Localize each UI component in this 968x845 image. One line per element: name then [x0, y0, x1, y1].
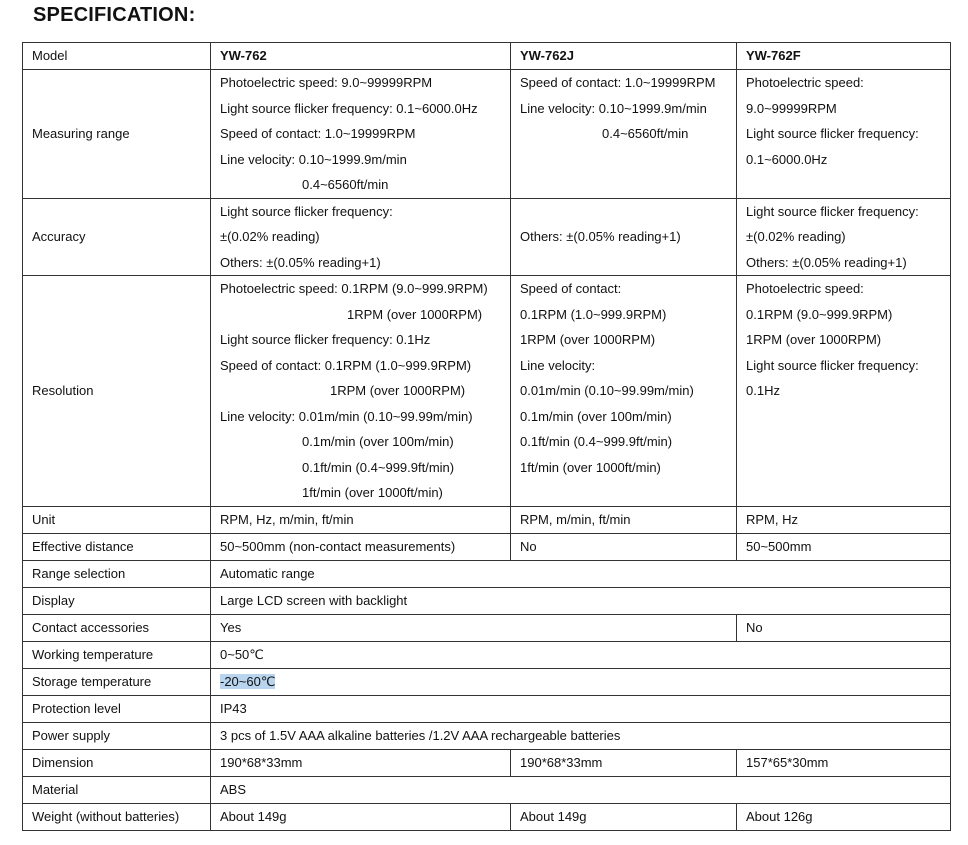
accuracy-yw762f: [737, 198, 951, 276]
cell-line: Photoelectric speed: 9.0~99999RPM: [220, 75, 433, 90]
storage-temperature-row: [23, 668, 951, 695]
cell-line: Others: ±(0.05% reading+1): [520, 229, 681, 244]
resolution-row: [23, 276, 951, 507]
measuring-range-yw762j: [511, 70, 737, 199]
cell-line: 0.01m/min (0.10~99.99m/min): [520, 383, 694, 398]
cell-line: Photoelectric speed:: [746, 281, 864, 296]
cell-line: 1RPM (over 1000RPM): [746, 332, 882, 347]
dimension-row: [23, 749, 951, 776]
protection-level-row: [23, 695, 951, 722]
accuracy-yw762: [211, 198, 511, 276]
effective-distance-yw762j: No: [511, 533, 737, 560]
range-selection-label: Range selection: [23, 560, 211, 587]
cell-line: Others: ±(0.05% reading+1): [746, 254, 907, 270]
resolution-yw762f: [737, 276, 951, 507]
cell-line: Light source flicker frequency: 0.1Hz: [220, 332, 431, 347]
unit-row: [23, 506, 951, 533]
cell-line: Line velocity: 0.01m/min (0.10~99.99m/min): [220, 408, 473, 424]
cell-line: Line velocity: 0.10~1999.9m/min: [520, 100, 707, 116]
cell-line: Light source flicker frequency:: [746, 203, 919, 219]
contact-accessories-yw762f: No: [737, 614, 951, 641]
accuracy-yw762j: [511, 198, 737, 276]
unit-yw762f: RPM, Hz: [737, 506, 951, 533]
cell-line: Others: ±(0.05% reading+1): [220, 254, 381, 270]
cell-line: 1RPM (over 1000RPM): [330, 383, 466, 398]
accuracy-row: [23, 198, 951, 276]
cell-line: 0.1RPM (9.0~999.9RPM): [746, 306, 893, 322]
cell-line: Light source flicker frequency:: [746, 126, 919, 141]
weight-yw762j: About 149g: [511, 803, 737, 830]
cell-line: Speed of contact:: [520, 281, 622, 296]
storage-temperature-label: Storage temperature: [23, 668, 211, 695]
display-value: Large LCD screen with backlight: [211, 587, 951, 614]
dimension-yw762: 190*68*33mm: [211, 749, 511, 776]
cell-line: 0.1Hz: [746, 383, 780, 398]
model-yw762j: YW-762J: [511, 43, 737, 70]
protection-level-value: IP43: [211, 695, 951, 722]
storage-temperature-cell: [211, 668, 951, 695]
measuring-range-yw762: [211, 70, 511, 199]
weight-yw762: About 149g: [211, 803, 511, 830]
range-selection-row: [23, 560, 951, 587]
cell-line: Light source flicker frequency:: [220, 203, 393, 219]
range-selection-value: Automatic range: [211, 560, 951, 587]
cell-line: Line velocity:: [520, 357, 596, 373]
working-temperature-row: [23, 641, 951, 668]
cell-line: 9.0~99999RPM: [746, 100, 837, 116]
power-supply-value: 3 pcs of 1.5V AAA alkaline batteries /1.2V AAA rechargeable batteries: [211, 722, 951, 749]
power-supply-label: Power supply: [23, 722, 211, 749]
cell-line: Speed of contact: 0.1RPM (1.0~999.9RPM): [220, 357, 472, 373]
model-yw762f: YW-762F: [737, 43, 951, 70]
dimension-yw762f: 157*65*30mm: [737, 749, 951, 776]
cell-line: 1RPM (over 1000RPM): [347, 306, 483, 322]
cell-line: 0.1ft/min (0.4~999.9ft/min): [302, 459, 455, 475]
cell-line: Speed of contact: 1.0~19999RPM: [220, 126, 416, 141]
model-label: Model: [23, 43, 211, 70]
cell-line: Photoelectric speed: 0.1RPM (9.0~999.9RPM): [220, 281, 488, 296]
effective-distance-yw762f: 50~500mm: [737, 533, 951, 560]
page-title: SPECIFICATION:: [33, 4, 196, 26]
cell-line: Light source flicker frequency:: [746, 357, 919, 373]
contact-accessories-yw762-yw762j: Yes: [211, 614, 737, 641]
unit-label: Unit: [23, 506, 211, 533]
cell-line: Photoelectric speed:: [746, 75, 864, 90]
effective-distance-yw762: 50~500mm (non-contact measurements): [211, 533, 511, 560]
cell-line: Line velocity: 0.10~1999.9m/min: [220, 151, 407, 167]
cell-line: Speed of contact: 1.0~19999RPM: [520, 75, 716, 90]
cell-line: 1ft/min (over 1000ft/min): [302, 485, 443, 500]
cell-line: 0.1RPM (1.0~999.9RPM): [520, 306, 667, 322]
dimension-yw762j: 190*68*33mm: [511, 749, 737, 776]
header-row: [23, 43, 951, 70]
material-label: Material: [23, 776, 211, 803]
effective-distance-label: Effective distance: [23, 533, 211, 560]
cell-line: 0.1m/min (over 100m/min): [520, 408, 672, 424]
measuring-range-row: [23, 70, 951, 199]
display-label: Display: [23, 587, 211, 614]
cell-line: 0.1m/min (over 100m/min): [302, 434, 454, 449]
resolution-label: Resolution: [23, 276, 211, 507]
cell-line: ±(0.02% reading): [746, 229, 846, 244]
cell-line: 1RPM (over 1000RPM): [520, 332, 656, 347]
unit-yw762: RPM, Hz, m/min, ft/min: [211, 506, 511, 533]
unit-yw762j: RPM, m/min, ft/min: [511, 506, 737, 533]
resolution-yw762j: [511, 276, 737, 507]
storage-temperature-value[interactable]: -20~60℃: [220, 673, 276, 689]
cell-line: ±(0.02% reading): [220, 229, 320, 244]
cell-line: 1ft/min (over 1000ft/min): [520, 459, 661, 475]
material-row: [23, 776, 951, 803]
protection-level-label: Protection level: [23, 695, 211, 722]
specification-table: [22, 42, 951, 831]
model-yw762: YW-762: [211, 43, 511, 70]
power-supply-row: [23, 722, 951, 749]
working-temperature-value: 0~50℃: [211, 641, 951, 668]
contact-accessories-label: Contact accessories: [23, 614, 211, 641]
cell-line: 0.4~6560ft/min: [602, 126, 689, 141]
contact-accessories-row: [23, 614, 951, 641]
working-temperature-label: Working temperature: [23, 641, 211, 668]
effective-distance-row: [23, 533, 951, 560]
accuracy-label: Accuracy: [23, 198, 211, 276]
dimension-label: Dimension: [23, 749, 211, 776]
weight-yw762f: About 126g: [737, 803, 951, 830]
cell-line: Light source flicker frequency: 0.1~6000.0Hz: [220, 100, 478, 116]
resolution-yw762: [211, 276, 511, 507]
cell-line: 0.1~6000.0Hz: [746, 151, 828, 167]
cell-line: 0.1ft/min (0.4~999.9ft/min): [520, 434, 673, 449]
cell-line: 0.4~6560ft/min: [302, 177, 389, 192]
measuring-range-yw762f: [737, 70, 951, 199]
weight-row: [23, 803, 951, 830]
material-value: ABS: [211, 776, 951, 803]
weight-label: Weight (without batteries): [23, 803, 211, 830]
display-row: [23, 587, 951, 614]
measuring-range-label: Measuring range: [23, 70, 211, 199]
